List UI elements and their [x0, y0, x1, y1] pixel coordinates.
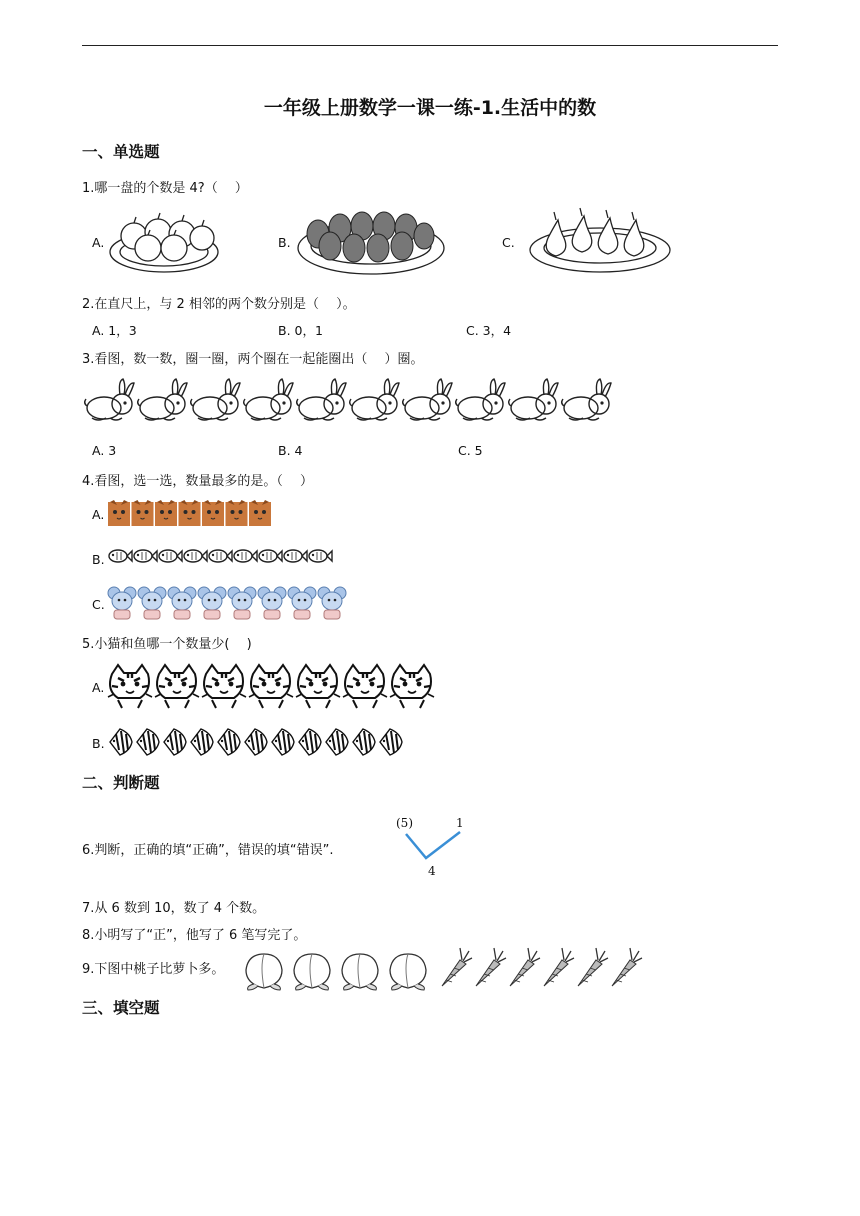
section-fill-blank: 三、填空题 — [82, 999, 160, 1017]
q1-option-b: B. — [278, 235, 291, 250]
question-4: 4.看图，选一选，数量最多的是。（ ） — [82, 474, 314, 489]
header-rule — [82, 45, 778, 46]
q4-option-a: A. — [92, 507, 105, 522]
q1-option-c: C. — [502, 235, 515, 250]
plate-apples-image — [108, 208, 220, 274]
question-7: 7.从 6 数到 10，数了 4 个数。 — [82, 901, 266, 916]
small-fish-row-image — [108, 546, 336, 566]
q1-option-a: A. — [92, 235, 105, 250]
q2-option-b: B. 0，1 — [278, 323, 323, 338]
q3-option-b: B. 4 — [278, 443, 303, 458]
q5-option-b: B. — [92, 736, 105, 751]
q2-option-a: A. 1，3 — [92, 323, 137, 338]
split-top-left-number: (5) — [396, 816, 413, 830]
q2-option-c: C. 3，4 — [466, 323, 512, 338]
question-5: 5.小猫和鱼哪一个数量少( ) — [82, 637, 252, 652]
striped-fish-row-image — [108, 726, 408, 760]
striped-cats-row-image — [108, 664, 440, 712]
q3-option-c: C. 5 — [458, 443, 483, 458]
split-bottom-number: 4 — [428, 864, 436, 878]
q3-option-a: A. 3 — [92, 443, 117, 458]
split-top-right-number: 1 — [456, 816, 464, 830]
cat-photos-row-image — [108, 500, 272, 528]
section-single-choice: 一、单选题 — [82, 143, 160, 161]
question-6: 6.判断，正确的填“正确”，错误的填“错误”. — [82, 843, 334, 858]
plate-strawberries-image — [296, 206, 446, 278]
section-true-false: 二、判断题 — [82, 774, 160, 792]
question-8: 8.小明写了“正”，他写了 6 笔写完了。 — [82, 928, 307, 943]
carrots-row-image — [438, 946, 648, 990]
q5-option-a: A. — [92, 680, 105, 695]
question-2: 2.在直尺上，与 2 相邻的两个数分别是（ ）。 — [82, 297, 356, 312]
q4-option-c: C. — [92, 597, 105, 612]
question-1: 1.哪一盘的个数是 4?（ ） — [82, 181, 248, 196]
question-3: 3.看图，数一数，圈一圈，两个圈在一起能圈出（ ）圈。 — [82, 352, 424, 367]
peaches-row-image — [244, 948, 434, 990]
question-9: 9.下图中桃子比萝卜多。 — [82, 962, 225, 977]
plate-pears-image — [528, 206, 672, 274]
mice-row-image — [108, 584, 352, 622]
q4-option-b: B. — [92, 552, 105, 567]
rabbits-row-image — [84, 378, 620, 426]
page-title: 一年级上册数学一课一练-1.生活中的数 — [263, 97, 597, 119]
